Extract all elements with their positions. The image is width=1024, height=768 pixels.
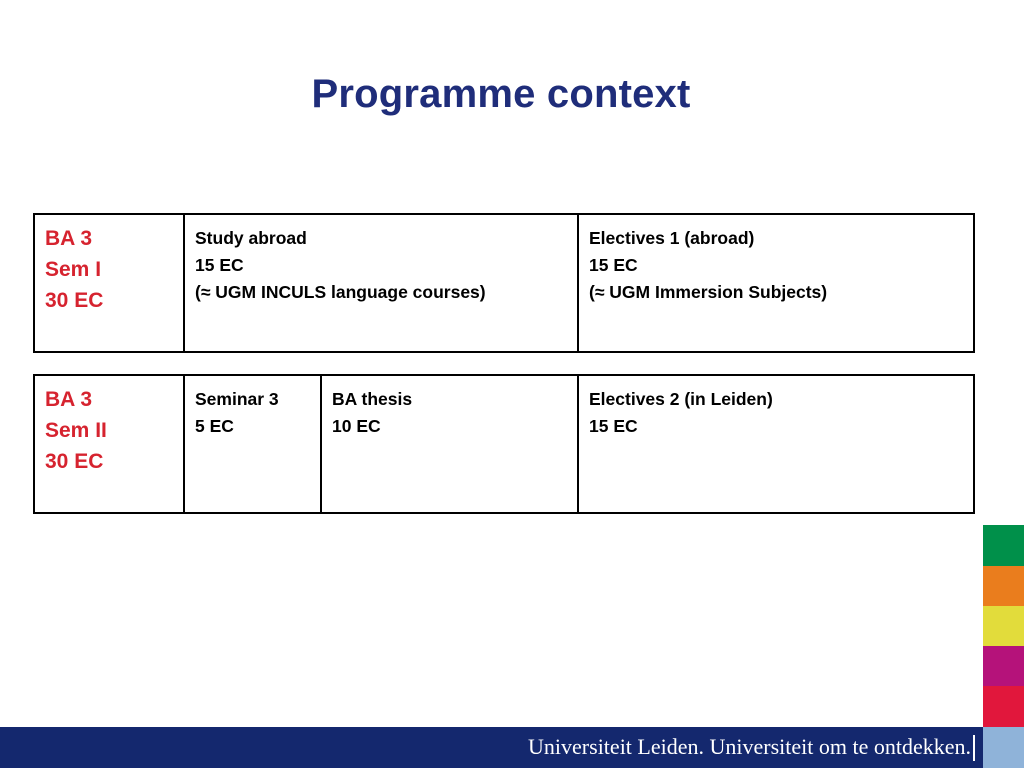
cell-line: 10 EC: [332, 416, 381, 436]
study-abroad-cell: [183, 215, 578, 351]
semester-2-label: [35, 376, 185, 512]
label-line: 30 EC: [45, 289, 104, 312]
page-title: Programme context: [311, 72, 691, 116]
yellow-stripe: [983, 606, 1024, 646]
green-stripe: [983, 525, 1024, 566]
cell-line: (≈ UGM INCULS language courses): [195, 282, 486, 302]
orange-stripe: [983, 566, 1024, 606]
semester-1-label: [35, 215, 185, 351]
seminar-3-cell: [183, 376, 321, 512]
label-line: BA 3: [45, 388, 93, 411]
cell-line: Electives 2 (in Leiden): [589, 389, 773, 409]
university-tagline: Universiteit Leiden. Universiteit om te ontdekken.: [528, 734, 971, 759]
cell-line: 15 EC: [589, 416, 638, 436]
cell-line: 5 EC: [195, 416, 234, 436]
cell-line: 15 EC: [589, 255, 638, 275]
cell-line: Electives 1 (abroad): [589, 228, 755, 248]
label-line: BA 3: [45, 227, 93, 250]
cell-line: (≈ UGM Immersion Subjects): [589, 282, 828, 302]
magenta-stripe: [983, 646, 1024, 686]
cell-line: 15 EC: [195, 255, 244, 275]
cell-line: Seminar 3: [195, 389, 279, 409]
semester-1-row: [33, 213, 975, 353]
footer-bar: [0, 727, 983, 768]
label-line: Sem I: [45, 258, 102, 281]
label-line: Sem II: [45, 419, 107, 442]
label-line: 30 EC: [45, 450, 104, 473]
footer-corner: [983, 727, 1024, 768]
footer-separator: [973, 735, 975, 761]
red-stripe: [983, 686, 1024, 727]
semester-2-row: [33, 374, 975, 514]
electives-1-cell: [577, 215, 973, 351]
ba-thesis-cell: [320, 376, 578, 512]
cell-line: BA thesis: [332, 389, 413, 409]
cell-line: Study abroad: [195, 228, 307, 248]
electives-2-cell: [577, 376, 973, 512]
